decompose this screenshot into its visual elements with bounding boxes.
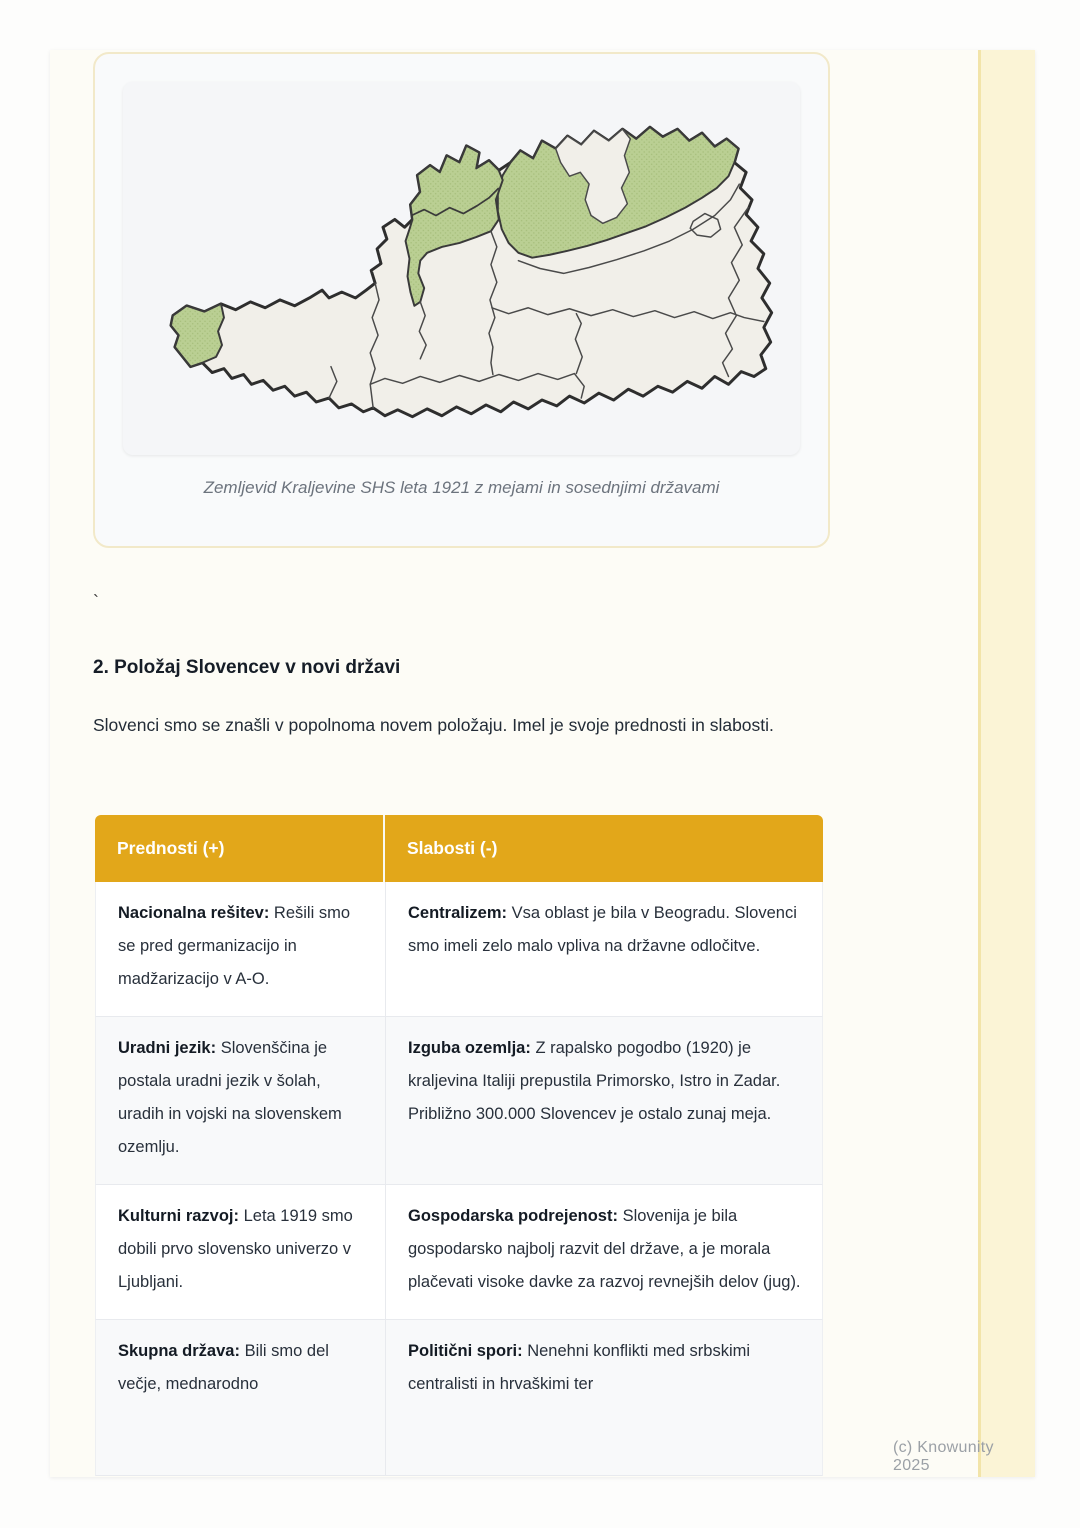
cell-label: Kulturni razvoj: (118, 1207, 240, 1225)
cell-text: Slovenija je bila gospodarsko najbolj razvit del države, a je morala plačevati visoke davke za razvoj revnejših delov (jug). (408, 1207, 801, 1291)
cell-label: Politični spori: (408, 1342, 523, 1360)
section-heading: 2. Položaj Slovencev v novi državi (93, 657, 401, 678)
cell-text: Leta 1919 smo dobili prvo slovensko univerzo v Ljubljani. (118, 1207, 353, 1291)
table-row (95, 1185, 823, 1320)
cell-label: Uradni jezik: (118, 1039, 217, 1057)
table-header-row (95, 815, 823, 882)
table-cell (95, 1320, 385, 1476)
table-row (95, 1017, 823, 1185)
table-cell (95, 1017, 385, 1185)
austria-shs-map-illustration (123, 82, 800, 455)
cell-text: Slovenščina je postala uradni jezik v šolah, uradih in vojski na slovenskem ozemlju. (118, 1039, 342, 1156)
stray-backtick: ` (93, 592, 99, 612)
table-cell (385, 882, 823, 1017)
cell-text: Rešili smo se pred germanizacijo in madžarizacijo v A-O. (118, 904, 351, 988)
cell-text: Z rapalsko pogodbo (1920) je kraljevina Italiji prepustila Primorsko, Istro in Zadar. Približno 300.000 Slovencev je ostalo zunaj meja. (408, 1039, 781, 1123)
table-cell (385, 1017, 823, 1185)
cell-label: Nacionalna rešitev: (118, 904, 270, 922)
figure-caption: Zemljevid Kraljevine SHS leta 1921 z mejami in sosednjimi državami (203, 478, 720, 497)
table-cell (95, 882, 385, 1017)
document-page (50, 50, 1035, 1477)
header-cell-slabosti: Slabosti (-) (385, 815, 823, 882)
page-edge-stripe (978, 50, 1035, 1477)
header-cell-prednosti: Prednosti (+) (95, 815, 385, 882)
map-image (123, 82, 800, 455)
table-cell (95, 1185, 385, 1320)
section-intro: Slovenci smo se znašli v popolnoma novem položaju. Imel je svoje prednosti in slabosti. (93, 715, 774, 735)
table-row (95, 882, 823, 1017)
cell-label: Izguba ozemlja: (408, 1039, 531, 1057)
table-row (95, 1320, 823, 1476)
copyright-watermark: (c) Knowunity 2025 (893, 1439, 994, 1474)
cell-text: Nenehni konflikti med srbskimi centralisti in hrvaškimi ter (408, 1342, 751, 1393)
table-cell (385, 1185, 823, 1320)
cell-text: Vsa oblast je bila v Beogradu. Slovenci smo imeli zelo malo vpliva na državne odločitve. (408, 904, 797, 955)
cell-label: Centralizem: (408, 904, 508, 922)
cell-label: Skupna država: (118, 1342, 240, 1360)
table-cell (385, 1320, 823, 1476)
pros-cons-table (95, 815, 823, 1476)
cell-label: Gospodarska podrejenost: (408, 1207, 618, 1225)
cell-text: Bili smo del večje, mednarodno (118, 1342, 329, 1393)
highlight-region-west (171, 304, 224, 367)
figure-card (93, 52, 830, 548)
